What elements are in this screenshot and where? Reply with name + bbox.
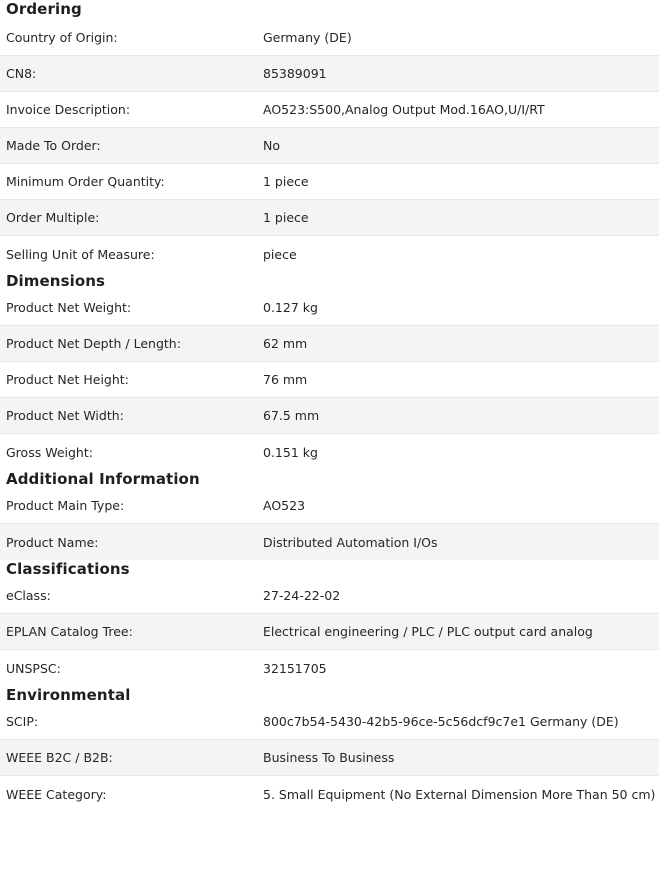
row-value: 1 piece — [263, 174, 309, 189]
section-environmental — [0, 686, 659, 812]
environmental-table — [0, 704, 659, 812]
row-label: UNSPSC: — [6, 660, 61, 676]
table-row — [0, 56, 659, 92]
table-row — [0, 362, 659, 398]
row-value: Distributed Automation I/Os — [263, 534, 438, 550]
row-label: Country of Origin: — [6, 30, 118, 45]
row-value: AO523:S500,Analog Output Mod.16AO,U/I/RT — [263, 102, 545, 117]
row-value: 0.127 kg — [263, 300, 318, 315]
section-ordering — [0, 0, 659, 272]
row-value: 0.151 kg — [263, 444, 318, 460]
row-label: Product Main Type: — [6, 498, 125, 513]
dimensions-table — [0, 290, 659, 470]
table-row — [0, 290, 659, 326]
row-value: 67.5 mm — [263, 408, 320, 423]
row-label: Product Net Width: — [6, 408, 124, 423]
row-label: eClass: — [6, 588, 51, 603]
row-value: 76 mm — [263, 372, 308, 387]
row-label: Selling Unit of Measure: — [6, 246, 155, 262]
table-row — [0, 236, 659, 272]
table-row — [0, 488, 659, 524]
row-label: WEEE Category: — [6, 786, 107, 802]
table-row — [0, 740, 659, 776]
row-value: Germany (DE) — [263, 30, 352, 45]
row-label: Order Multiple: — [6, 210, 100, 225]
row-label: Product Name: — [6, 534, 99, 550]
row-label: Made To Order: — [6, 138, 101, 153]
row-label: SCIP: — [6, 714, 39, 729]
row-value: 800c7b54-5430-42b5-96ce-5c56dcf9c7e1 Germany (DE) — [263, 714, 619, 729]
table-row — [0, 524, 659, 560]
row-label: Gross Weight: — [6, 444, 93, 460]
row-label: WEEE B2C / B2B: — [6, 750, 113, 765]
row-value: Electrical engineering / PLC / PLC output card analog — [263, 624, 593, 639]
row-value: AO523 — [263, 498, 306, 513]
additional-information-table — [0, 488, 659, 560]
table-row — [0, 704, 659, 740]
table-row — [0, 434, 659, 470]
row-value: 32151705 — [263, 660, 327, 676]
row-label: Invoice Description: — [6, 102, 131, 117]
table-row — [0, 614, 659, 650]
section-title-dimensions: Dimensions — [6, 272, 106, 290]
table-row — [0, 326, 659, 362]
section-additional-information — [0, 470, 659, 560]
row-value: 1 piece — [263, 210, 309, 225]
row-label: Product Net Height: — [6, 372, 129, 387]
row-label: EPLAN Catalog Tree: — [6, 624, 133, 639]
classifications-table — [0, 578, 659, 686]
table-row — [0, 650, 659, 686]
row-value: 85389091 — [263, 66, 327, 81]
section-title-ordering: Ordering — [6, 0, 82, 18]
row-value: 62 mm — [263, 336, 308, 351]
table-row — [0, 578, 659, 614]
row-value: 27-24-22-02 — [263, 588, 341, 603]
ordering-table — [0, 20, 659, 272]
section-title-classifications: Classifications — [6, 560, 130, 578]
row-value: No — [263, 138, 280, 153]
row-label: Product Net Weight: — [6, 300, 132, 315]
section-dimensions — [0, 272, 659, 470]
row-label: Product Net Depth / Length: — [6, 336, 181, 351]
table-row — [0, 776, 659, 812]
row-value: Business To Business — [263, 750, 395, 765]
table-row — [0, 92, 659, 128]
section-classifications — [0, 560, 659, 686]
section-title-environmental: Environmental — [6, 686, 131, 704]
row-value: piece — [263, 246, 297, 262]
row-value: 5. Small Equipment (No External Dimension More Than 50 cm) — [263, 786, 656, 802]
table-row — [0, 200, 659, 236]
table-row — [0, 20, 659, 56]
table-row — [0, 164, 659, 200]
table-row — [0, 128, 659, 164]
row-label: Minimum Order Quantity: — [6, 174, 165, 189]
row-label: CN8: — [6, 66, 37, 81]
section-title-additional-information: Additional Information — [6, 470, 200, 488]
table-row — [0, 398, 659, 434]
